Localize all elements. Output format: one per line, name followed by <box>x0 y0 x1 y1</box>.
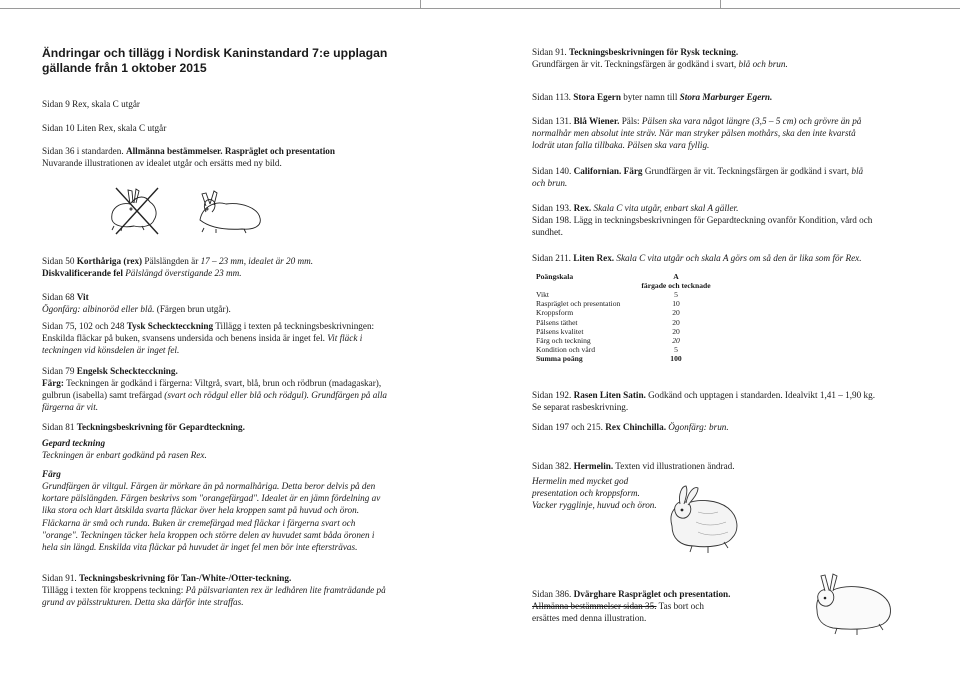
score-col2-header: A <box>673 272 679 281</box>
scan-top-edge <box>0 0 960 10</box>
score-row: Vikt 5 <box>536 290 678 300</box>
note-page-211: Sidan 211. Liten Rex. Skala C vita utgår och skala A görs om så den är lika som för Rex. <box>532 253 862 263</box>
document-title <box>42 46 462 77</box>
note-page-131: Sidan 131. Blå Wiener. Päls: Pälsen ska vara något längre (3,5 – 5 cm) och grövre än på normalhår men absolut inte sträv. När man stryker pälsen mothårs, ska den inte kvarstå lodrät utan falla tillbaka. Pälsen ska vara fyllig. <box>532 116 862 151</box>
score-col1-header: Poängskala <box>536 272 574 281</box>
note-page-386: Sidan 386. Dvärghare Raspräglet och presentation. Allmänna bestämmelser sidan 35. Tas bort och ersättes med denna illustration. <box>532 589 731 624</box>
note-page-75: Sidan 75, 102 och 248 Tysk Schecktecckning Tillägg i texten på teckningsbeskrivningen: Enskilda fläckar på buken, svansens undersida och benens insida är inget fel. Vit fläck i teckningen vid könsdelen är inget fel. <box>42 321 375 356</box>
rabbit-eye <box>824 597 827 600</box>
note-page-68: Sidan 68 Vit Ögonfärg: albinoröd eller blå. (Färgen brun utgår). <box>42 292 231 315</box>
farg-section: Färg Grundfärgen är viltgul. Färgen är mörkare än på normalhåriga. Detta beror delvis på den kortare pälslängden. Färgen beskrivs som "orangefärgad". Idealet är en jämn fördelning av lika stora och klart åtskilda svarta fläckar över hela kroppen samt på huvud och öron. Fläckarna är små och runda. Buken är cremefärgad med fläckar i färgerna svart och "orange". Teckningen täcker hela kroppen och större delen av huvudet samt båda öronen i hela sin längd. Enskilda vita fläckar på huvudet är inget fel men bör inte eftersträvas. <box>42 468 462 553</box>
scan-edge-line <box>0 8 960 9</box>
score-col2-subheader: färgade och tecknade <box>641 281 711 291</box>
note-page-382: Sidan 382. Hermelin. Texten vid illustrationen ändrad. <box>532 461 735 471</box>
hermelin-caption: Hermelin med mycket god presentation och kroppsform. Vacker rygglinje, huvud och öron. <box>532 476 657 511</box>
note-page-9: Sidan 9 Rex, skala C utgår <box>42 99 140 109</box>
score-sum-row: Summa poäng 100 <box>536 353 682 363</box>
gepard-section: Gepard teckning Teckningen är enbart godkänd på rasen Rex. <box>42 437 462 461</box>
hermelin-rabbit-illustration <box>642 478 762 558</box>
note-page-91-rysk: Sidan 91. Teckningsbeskrivningen för Rysk teckning. Grundfärgen är vit. Teckningsfärgen är godkänd i svart, blå och brun. <box>532 47 788 70</box>
old-rabbit-illustration-crossed <box>112 188 158 234</box>
note-page-198: Sidan 198. Lägg in teckningsbeskrivningen för Gepardteckning ovanför Kondition, vård och sundhet. <box>532 215 873 238</box>
note-page-10: Sidan 10 Liten Rex, skala C utgår <box>42 123 167 133</box>
farg-heading: Färg <box>42 469 61 479</box>
score-row: Färg och teckning 20 <box>536 335 680 345</box>
note-page-193: Sidan 193. Rex. Skala C vita utgår, enbart skal A gäller. <box>532 203 739 213</box>
title-line: gällande från 1 oktober 2015 <box>42 61 207 76</box>
note-page-91-tan: Sidan 91. Teckningsbeskrivning för Tan-/White-/Otter-teckning. Tillägg i texten för kroppens teckning: På pälsvarianten rex är ledhåren lite framträdande på grund av pälsstrukturen. Detta ska därför inte straffas. <box>42 573 386 608</box>
rabbit-eye <box>681 509 684 512</box>
score-row: Pälsens täthet 20 <box>536 317 680 327</box>
note-page-50: Sidan 50 Korthåriga (rex) Pälslängden är 17 – 23 mm, idealet är 20 mm. Diskvalificerande fel Pälslängd överstigande 23 mm. <box>42 256 314 279</box>
rabbit-illustration-pair <box>94 182 294 238</box>
note-page-36: Sidan 36 i standarden. Allmänna bestämmelser. Raspräglet och presentation Nuvarande illustrationen av idealet utgår och ersätts med ny bild. <box>42 146 335 169</box>
score-table-wrap <box>536 272 936 363</box>
score-row: Raspräglet och presentation 10 <box>536 299 680 309</box>
score-row: Kondition och vård 5 <box>536 344 678 354</box>
new-rabbit-illustration <box>200 191 260 233</box>
score-table <box>536 272 711 363</box>
note-page-197: Sidan 197 och 215. Rex Chinchilla. Ögonfärg: brun. <box>532 422 729 432</box>
note-page-81: Sidan 81 Teckningsbeskrivning för Gepardteckning. <box>42 422 245 432</box>
scan-edge-tick <box>720 0 721 9</box>
note-page-192: Sidan 192. Rasen Liten Satin. Godkänd och upptagen i standarden. Idealvikt 1,41 – 1,90 kg. Se separat rasbeskrivning. <box>532 390 875 413</box>
score-header-row <box>536 272 711 281</box>
note-page-79: Sidan 79 Engelsk Schecktecckning. Färg: Teckningen är godkänd i färgerna: Viltgrå, svart, blå, brun och rödbrun (madagaskar), gulbrun (isabella) samt trefärgad (svart och rödgul eller blå och rödgul). Grundfärgen på alla färgerna är vit. <box>42 366 387 413</box>
score-row: Kroppsform 20 <box>536 308 680 318</box>
note-page-140: Sidan 140. Californian. Färg Grundfärgen är vit. Teckningsfärgen är godkänd i svart, blå och brun. <box>532 166 864 189</box>
gepard-heading: Gepard teckning <box>42 438 106 448</box>
dvarghare-rabbit-illustration <box>797 560 907 640</box>
score-row: Pälsens kvalitet 20 <box>536 326 680 336</box>
title-line: Ändringar och tillägg i Nordisk Kaninstandard 7:e upplagan <box>42 46 388 60</box>
scan-edge-tick <box>420 0 421 9</box>
note-page-113: Sidan 113. Stora Egern byter namn till Stora Marburger Egern. <box>532 92 773 102</box>
